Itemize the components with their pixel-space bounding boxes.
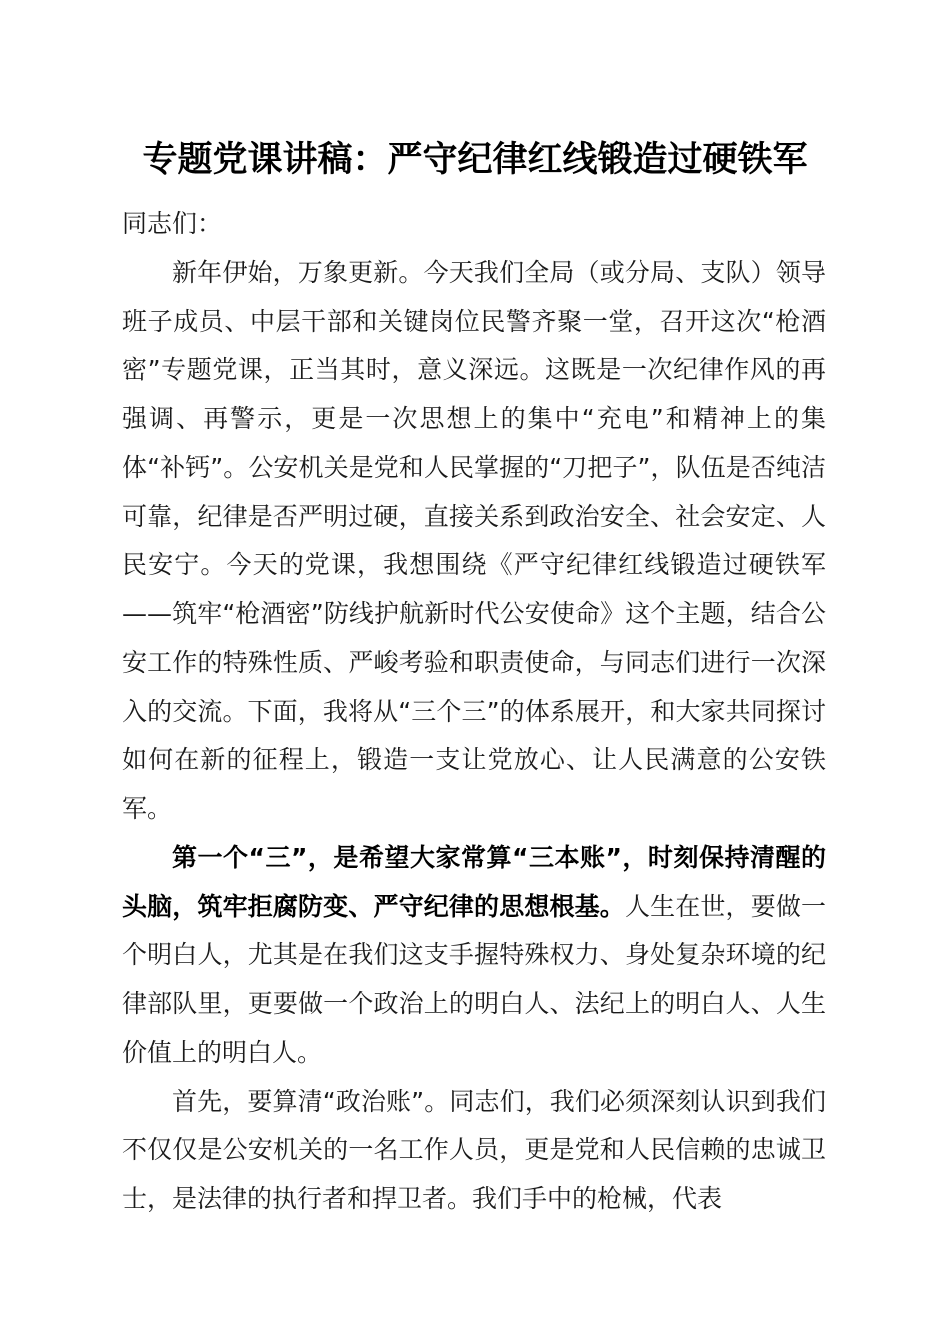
document-body xyxy=(122,200,826,1224)
paragraph-lead-bold: 第一个“三”，是希望大家常算“三本账”，时刻保持清醒的头脑，筑牢拒腐防变、严守纪律的思想根基。 xyxy=(122,842,826,921)
paragraph-intro: 新年伊始，万象更新。今天我们全局（或分局、支队）领导班子成员、中层干部和关键岗位民警齐聚一堂，召开这次“枪酒密”专题党课，正当其时，意义深远。这既是一次纪律作风的再强调、再警示，更是一次思想上的集中“充电”和精神上的集体“补钙”。公安机关是党和人民掌握的“刀把子”，队伍是否纯洁可靠，纪律是否严明过硬，直接关系到政治安全、社会安定、人民安宁。今天的党课，我想围绕《严守纪律红线锻造过硬铁军——筑牢“枪酒密”防线护航新时代公安使命》这个主题，结合公安工作的特殊性质、严峻考验和职责使命，与同志们进行一次深入的交流。下面，我将从“三个三”的体系展开，和大家共同探讨如何在新的征程上，锻造一支让党放心、让人民满意的公安铁军。 xyxy=(122,257,826,823)
paragraph-political-account: 首先，要算清“政治账”。同志们，我们必须深刻认识到我们不仅仅是公安机关的一名工作人员，更是党和人民信赖的忠诚卫士，是法律的执行者和捍卫者。我们手中的枪械，代表 xyxy=(122,1086,826,1213)
salutation: 同志们： xyxy=(122,209,223,238)
paragraph-continuation: 人生在世，要做一个明白人，尤其是在我们这支手握特殊权力、身处复杂环境的纪律部队里，更要做一个政治上的明白人、法纪上的明白人、人生价值上的明白人。 xyxy=(122,891,826,1067)
document-title: 专题党课讲稿：严守纪律红线锻造过硬铁军 xyxy=(142,139,808,180)
paragraph-first-three xyxy=(122,834,826,1078)
